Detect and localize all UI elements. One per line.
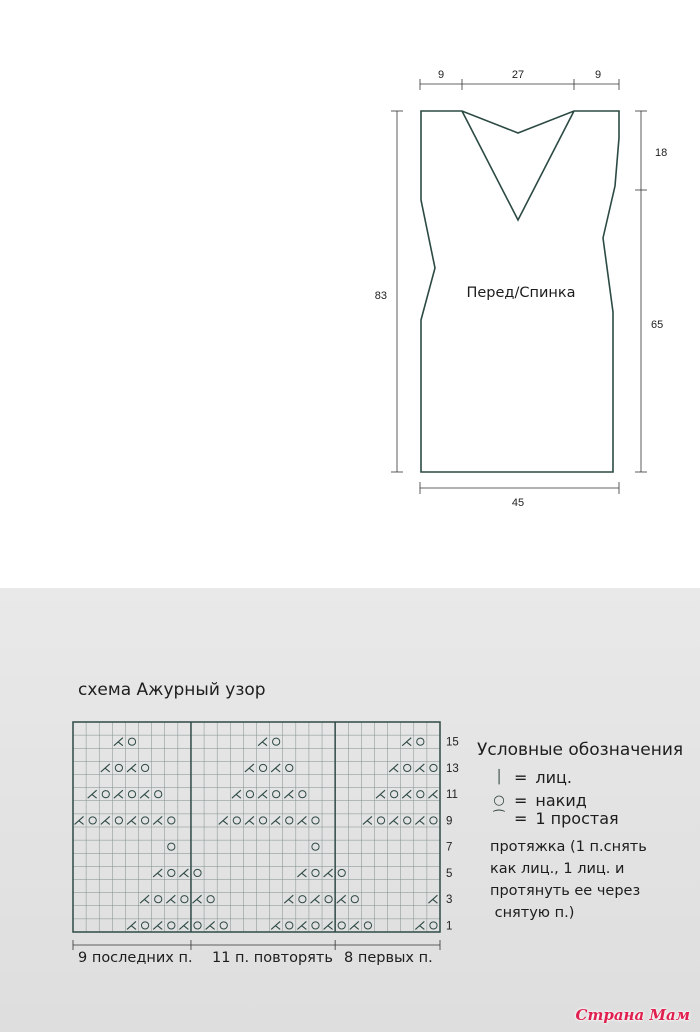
legend-note-line: снятую п.)	[490, 905, 575, 921]
decrease-icon	[271, 816, 280, 824]
yarn-over-icon	[246, 791, 253, 798]
yarn-over-icon	[194, 922, 201, 929]
yarn-over-icon	[312, 869, 319, 876]
yarn-over-icon	[128, 738, 135, 745]
yarn-over-icon	[377, 817, 384, 824]
decrease-icon	[114, 790, 123, 798]
row-number: 15	[446, 736, 459, 749]
decrease-icon	[415, 764, 424, 772]
label-repeat-stitches: 11 п. повторять	[212, 950, 333, 966]
yarn-over-icon	[194, 869, 201, 876]
legend-note-line: протяжка (1 п.снять	[490, 839, 647, 855]
decrease-icon	[166, 895, 175, 903]
chart-row-numbers	[446, 737, 459, 933]
yarn-over-icon	[338, 922, 345, 929]
decrease-icon	[271, 921, 280, 929]
decrease-icon	[245, 816, 254, 824]
decrease-icon: ⁀	[493, 811, 505, 826]
yarn-over-icon	[286, 764, 293, 771]
decrease-icon	[127, 921, 136, 929]
decrease-icon	[363, 816, 372, 824]
decrease-icon	[376, 790, 385, 798]
yarn-over-icon	[312, 817, 319, 824]
yarn-over-icon	[299, 791, 306, 798]
watermark-logo: Страна Мам	[575, 1006, 690, 1024]
decrease-icon	[114, 738, 123, 746]
yarn-over-icon	[430, 764, 437, 771]
yarn-over-icon	[430, 817, 437, 824]
legend-item-yarn-over	[488, 791, 587, 810]
legend-equals: =	[514, 809, 528, 828]
decrease-icon	[389, 816, 398, 824]
row-number: 11	[446, 789, 458, 802]
dim-total-length: 83	[374, 290, 387, 302]
decrease-icon	[153, 869, 162, 877]
chart-grid	[73, 722, 440, 932]
chart-repeat-brackets	[73, 940, 440, 950]
row-number: 13	[446, 762, 459, 775]
yarn-over-icon	[259, 817, 266, 824]
yarn-over-icon	[168, 869, 175, 876]
legend-note-line: протянуть ее через	[490, 883, 641, 899]
yarn-over-icon	[430, 922, 437, 929]
dim-width: 45	[511, 497, 525, 509]
decrease-icon	[153, 816, 162, 824]
legend-item-knit	[488, 768, 572, 787]
yarn-over-icon	[102, 791, 109, 798]
label-first-stitches: 8 первых п.	[344, 950, 433, 966]
yarn-over-icon	[404, 764, 411, 771]
decrease-icon	[284, 895, 293, 903]
decrease-icon	[389, 764, 398, 772]
decrease-icon	[127, 764, 136, 772]
row-number: 1	[446, 920, 453, 933]
row-number: 5	[446, 867, 453, 880]
decrease-icon	[127, 816, 136, 824]
decrease-icon	[153, 921, 162, 929]
decrease-icon	[402, 790, 411, 798]
dim-shoulder-right: 9	[594, 69, 602, 81]
decrease-icon	[324, 921, 333, 929]
legend-note-line: как лиц., 1 лиц. и	[490, 861, 625, 877]
legend-equals: =	[514, 768, 528, 787]
yarn-over-icon	[141, 817, 148, 824]
dim-shoulder-left: 9	[437, 69, 445, 81]
yarn-over-icon	[417, 738, 424, 745]
decrease-icon	[350, 921, 359, 929]
decrease-icon	[415, 816, 424, 824]
chart-title: схема Ажурный узор	[78, 680, 266, 700]
decrease-icon	[428, 895, 437, 903]
decrease-icon	[258, 738, 267, 746]
dim-neck-width: 27	[511, 69, 525, 81]
legend-item-decrease	[488, 809, 619, 828]
yarn-over-icon	[141, 764, 148, 771]
yarn-over-icon	[259, 764, 266, 771]
yarn-over-icon	[351, 896, 358, 903]
decrease-icon	[88, 790, 97, 798]
legend-item-label: лиц.	[535, 768, 573, 787]
decrease-icon	[101, 816, 110, 824]
yarn-over-icon	[391, 791, 398, 798]
yarn-over-icon	[312, 922, 319, 929]
decrease-icon	[428, 790, 437, 798]
decrease-icon	[337, 895, 346, 903]
legend-item-label: 1 простая	[535, 809, 619, 828]
yarn-over-icon	[286, 817, 293, 824]
yarn-over-icon	[273, 791, 280, 798]
yarn-over-icon	[286, 922, 293, 929]
legend-title: Условные обозначения	[477, 740, 684, 760]
decrease-icon	[297, 816, 306, 824]
yarn-over-icon	[220, 922, 227, 929]
decrease-icon	[324, 869, 333, 877]
yarn-over-icon	[168, 843, 175, 850]
decrease-icon	[284, 790, 293, 798]
yarn-over-icon: ○	[493, 793, 505, 808]
decrease-icon	[310, 895, 319, 903]
decrease-icon	[297, 869, 306, 877]
decrease-icon	[271, 764, 280, 772]
decrease-icon	[193, 895, 202, 903]
row-number: 3	[446, 894, 453, 907]
chart-symbols	[75, 738, 438, 930]
dim-side-length: 65	[651, 319, 664, 331]
decrease-icon	[297, 921, 306, 929]
yarn-over-icon	[325, 896, 332, 903]
yarn-over-icon	[155, 896, 162, 903]
row-number: 9	[446, 815, 453, 828]
dim-neck-depth: 18	[655, 147, 668, 159]
decrease-icon	[179, 921, 188, 929]
yarn-over-icon	[115, 817, 122, 824]
decrease-icon	[402, 738, 411, 746]
label-last-stitches: 9 последних п.	[78, 950, 193, 966]
yarn-over-icon	[181, 896, 188, 903]
decrease-icon	[75, 816, 84, 824]
yarn-over-icon	[168, 922, 175, 929]
decrease-icon	[219, 816, 228, 824]
decrease-icon	[258, 790, 267, 798]
yarn-over-icon	[417, 791, 424, 798]
yarn-over-icon	[312, 843, 319, 850]
yarn-over-icon	[207, 896, 214, 903]
decrease-icon	[101, 764, 110, 772]
yarn-over-icon	[168, 817, 175, 824]
legend-item-label: накид	[535, 791, 587, 810]
yarn-over-icon	[233, 817, 240, 824]
piece-label: Перед/Спинка	[466, 285, 576, 301]
decrease-icon	[415, 921, 424, 929]
decrease-icon	[245, 764, 254, 772]
yarn-over-icon	[89, 817, 96, 824]
yarn-over-icon	[364, 922, 371, 929]
yarn-over-icon	[155, 791, 162, 798]
yarn-over-icon	[273, 738, 280, 745]
yarn-over-icon	[338, 869, 345, 876]
legend-note	[490, 836, 695, 924]
yarn-over-icon	[141, 922, 148, 929]
decrease-icon	[179, 869, 188, 877]
yarn-over-icon	[128, 791, 135, 798]
yarn-over-icon	[115, 764, 122, 771]
decrease-icon	[140, 790, 149, 798]
decrease-icon	[140, 895, 149, 903]
yarn-over-icon	[299, 896, 306, 903]
decrease-icon	[206, 921, 215, 929]
row-number: 7	[446, 841, 453, 854]
legend-equals: =	[514, 791, 528, 810]
knit-stitch-icon: │	[495, 770, 503, 785]
decrease-icon	[232, 790, 241, 798]
yarn-over-icon	[404, 817, 411, 824]
